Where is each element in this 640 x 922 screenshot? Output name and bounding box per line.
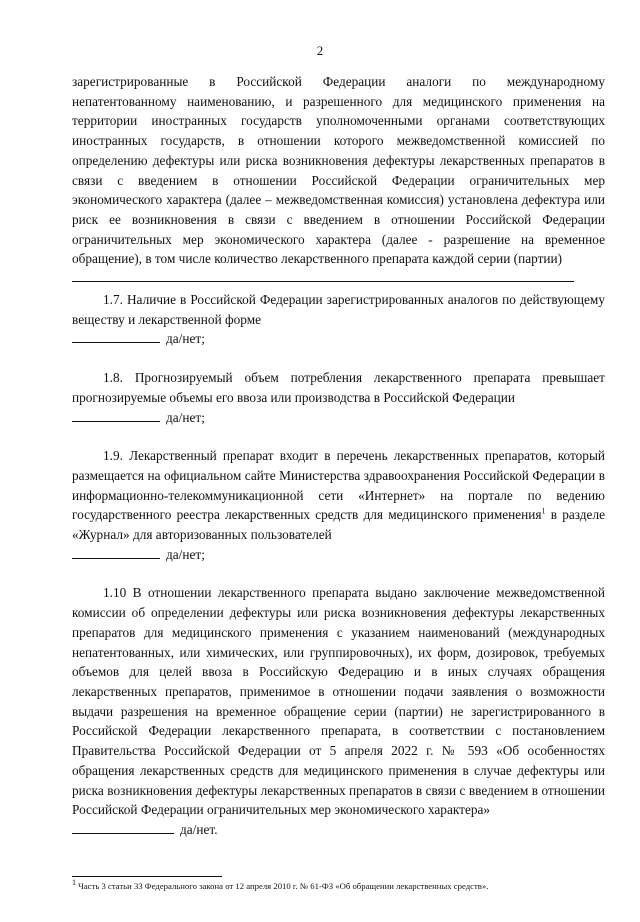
item-1-9-text-part2: в разделе «Журнал» для авторизованных пользователей xyxy=(72,507,605,543)
item-1-10-answer xyxy=(72,820,605,840)
answer-blank-line xyxy=(72,821,174,834)
footnote-divider xyxy=(72,876,222,877)
footnote-mark: 1 xyxy=(72,878,76,888)
item-1-10-text: 1.10 В отношении лекарственного препарата выдано заключение межведомственной комиссии об определении дефектуры или риска возникновения дефектуры лекарственных препаратов для медицинского применения с указанием наименований (международных непатентованных, или химических, или группировочных), их форм, дозировок, требуемых объемов для целей ввоза в Российскую Федерацию и в иных случаях обращения лекарственных препаратов, применимое в отношении подачи заявления о возможности выдачи разрешения на временное обращение серии (партии) не зарегистрированного в Российской Федерации лекарственного препарата, в соответствии с постановлением Правительства Российской Федерации от 5 апреля 2022 г. № 593 «Об особенностях обращения лекарственных средств для медицинского применения в случае дефектуры или риска возникновения дефектуры лекарственных препаратов в связи с введением в отношении Российской Федерации ограничительных мер экономического характера» xyxy=(72,585,605,818)
item-1-9-answer xyxy=(72,545,605,565)
section-divider xyxy=(72,281,574,282)
answer-blank-line xyxy=(72,409,160,422)
item-1-9-text xyxy=(72,446,605,545)
footnote-text: Часть 3 статьи 33 Федерального закона от 12 апреля 2010 г. № 61-ФЗ «Об обращении лекарственных средств». xyxy=(76,881,489,891)
footnote-reference: 1 xyxy=(541,506,546,516)
page-number: 2 xyxy=(316,43,324,58)
item-1-8-text: 1.8. Прогнозируемый объем потребления лекарственного препарата превышает прогнозируемые объемы его ввоза или производства в Российской Федерации xyxy=(72,370,605,405)
item-1-7-answer xyxy=(72,329,605,349)
item-1-8-answer xyxy=(72,408,605,428)
answer-option: да/нет; xyxy=(166,331,205,347)
answer-option: да/нет. xyxy=(180,821,218,837)
footnote xyxy=(72,878,605,892)
intro-paragraph: зарегистрированные в Российской Федерации аналоги по международному непатентованному наименованию, и разрешенного для медицинского применения на территории иностранных государств уполномоченными органами соответствующих иностранных государств, в отношении которого межведомственной комиссией по определению дефектуры или риска возникновения дефектуры лекарственных препаратов в связи с введением в отношении Российской Федерации ограничительных мер экономического характера (далее – межведомственная комиссия) установлена дефектура или риск ее возникновения в связи с введением в отношении Российской Федерации ограничительных мер экономического характера (далее - разрешение на временное обращение), в том числе количество лекарственного препарата каждой серии (партии) xyxy=(72,74,605,267)
item-1-7-text: 1.7. Наличие в Российской Федерации зарегистрированных аналогов по действующему веществу и лекарственной форме xyxy=(72,292,605,327)
answer-blank-line xyxy=(72,330,160,343)
answer-blank-line xyxy=(72,546,160,559)
answer-option: да/нет; xyxy=(166,409,205,425)
answer-option: да/нет; xyxy=(166,546,205,562)
item-1-9-text-part1: 1.9. Лекарственный препарат входит в перечень лекарственных препаратов, который размещается на официальном сайте Министерства здравоохранения Российской Федерации в информационно-телекоммуникационной сети «Интернет» на портале по ведению государственного реестра лекарственных средств для медицинского применения xyxy=(72,448,605,523)
document-body xyxy=(72,72,605,840)
